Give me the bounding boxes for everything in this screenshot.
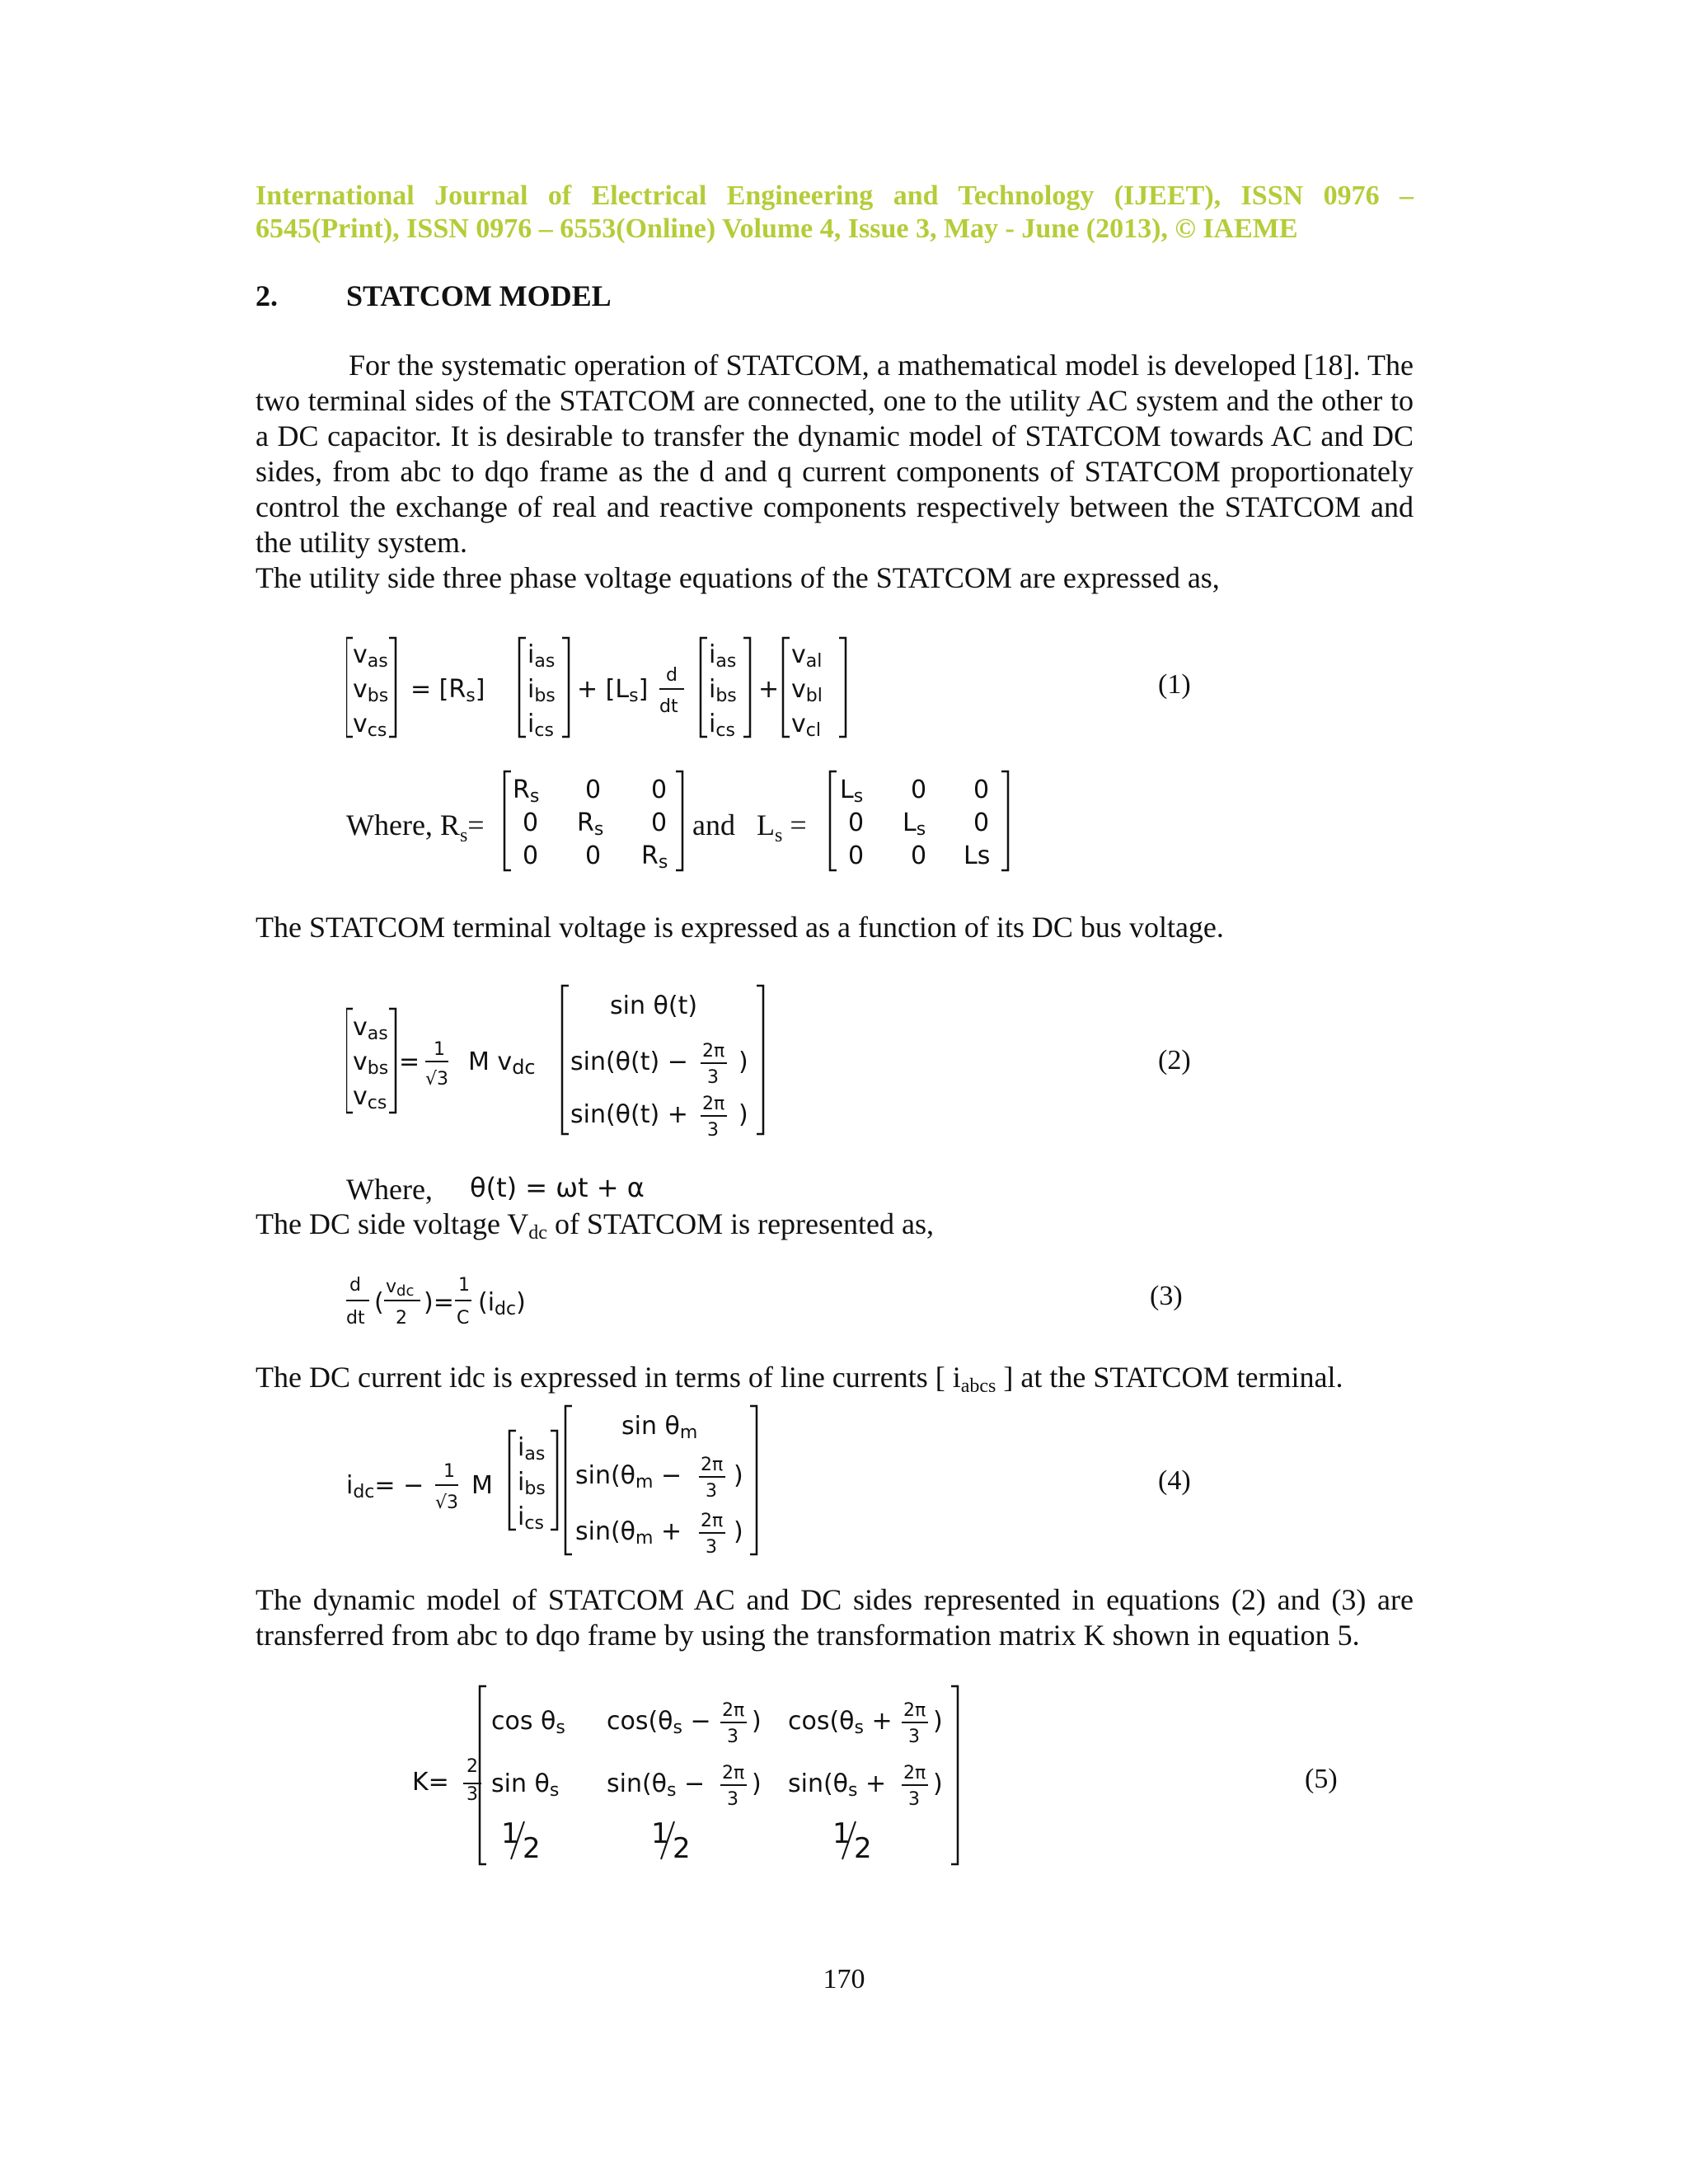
svg-text:): ) [738,1100,748,1129]
svg-text:2π: 2π [702,1041,725,1062]
theta-expression: θ(t) = ωt + α [470,1172,645,1203]
svg-text:ibs: ibs [518,1468,546,1499]
svg-text:sin θm: sin θm [621,1412,698,1443]
equation-5-number: (5) [1305,1764,1338,1794]
dc-current-post: ] at the STATCOM terminal. [996,1361,1343,1394]
svg-text:2: 2 [673,1832,691,1865]
svg-text:K=: K= [412,1768,449,1797]
dc-side-pre: The DC side voltage V [256,1207,529,1240]
where-rs-text: Where, R [346,808,460,841]
svg-text:1: 1 [434,1039,445,1060]
ls-label: $L_s$ = [757,808,807,846]
svg-text:sin(θs −: sin(θs − [607,1769,706,1801]
svg-text:0: 0 [848,808,865,837]
svg-text:+: + [758,675,780,704]
svg-text:Ls: Ls [840,776,864,807]
svg-text:0: 0 [651,808,668,837]
svg-text:1: 1 [832,1817,851,1850]
svg-text:Rs: Rs [577,808,604,840]
svg-text:): ) [752,1769,762,1798]
svg-text:√3: √3 [425,1069,449,1090]
equation-1 [346,635,874,742]
svg-text:sin θs: sin θs [491,1769,560,1801]
svg-text:): ) [738,1047,748,1076]
svg-text:ias: ias [528,640,556,672]
equation-5 [412,1681,973,1871]
header-line-2: 6545(Print), ISSN 0976 – 6553(Online) Volume 4, Issue 3, May - June (2013), © IAEME [256,213,1298,244]
svg-text:2π: 2π [701,1511,724,1531]
svg-text:Ls: Ls [903,808,926,840]
svg-text:0: 0 [973,776,990,804]
svg-text:2π: 2π [722,1700,745,1721]
dc-current-pre: The DC current idc is expressed in terms of line currents [ i [256,1361,961,1394]
equation-2-number: (2) [1158,1045,1191,1076]
svg-text:): ) [752,1707,762,1736]
svg-text:vcl: vcl [791,710,821,741]
svg-text:cos θs: cos θs [491,1707,565,1738]
equation-3 [346,1268,560,1333]
svg-text:sin(θm +: sin(θm + [575,1517,682,1549]
ls-matrix [828,768,1018,875]
svg-text:cos(θs +: cos(θs + [788,1707,893,1738]
svg-text:0: 0 [523,808,539,837]
section-number: 2. [256,279,278,312]
page-number: 170 [823,1964,865,1994]
svg-text:): ) [734,1517,743,1546]
svg-text:vbs: vbs [353,675,389,706]
svg-text:)=: )= [424,1288,454,1317]
svg-text:0: 0 [973,808,990,837]
svg-text:3: 3 [467,1784,478,1805]
svg-text:vas: vas [353,640,388,672]
svg-text:dt: dt [659,696,678,717]
svg-text:2π: 2π [903,1700,926,1721]
svg-text:dt: dt [346,1308,365,1329]
svg-text:2π: 2π [702,1094,725,1114]
svg-text:2: 2 [467,1756,478,1777]
svg-text:3: 3 [727,1727,738,1747]
where-theta-label: Where, [346,1173,433,1206]
svg-text:1: 1 [443,1461,455,1482]
header-line-1: International Journal of Electrical Engineering and Technology (IJEET), ISSN 0976 – [256,180,1414,211]
equation-4 [346,1401,775,1558]
svg-text:ias: ias [709,640,737,672]
svg-text:vbl: vbl [791,675,823,706]
equation-2 [346,981,775,1146]
svg-text:2π: 2π [903,1763,926,1783]
dc-side-post: of STATCOM is represented as, [546,1207,934,1240]
svg-text:vcs: vcs [353,710,387,741]
intro-text: For the systematic operation of STATCOM, a mathematical model is developed [18]. The two terminal sides of the STATCOM are connected, one to the utility AC system and the other to a DC capacitor. It is desirable to transfer the dynamic model of STATCOM towards AC and DC sides, from abc to dqo frame as the d and q current components of STATCOM proportionately control the exchange of real and reactive components respectively between the STATCOM and the utility system. [256,349,1414,559]
svg-text:2: 2 [396,1308,407,1329]
svg-text:2π: 2π [701,1455,724,1475]
rs-matrix [503,768,692,875]
svg-text:idc= −: idc= − [346,1471,424,1502]
svg-text:vbs: vbs [353,1047,389,1079]
svg-text:sin(θ(t) +: sin(θ(t) + [570,1100,688,1129]
svg-text:C: C [457,1308,470,1329]
svg-text:Ls: Ls [964,841,991,870]
svg-text:1: 1 [501,1817,519,1850]
intro-paragraph [256,348,1414,560]
svg-text:3: 3 [706,1481,717,1502]
where-rs-label: Where, $R_s=$ [346,808,485,846]
svg-text:cos(θs −: cos(θs − [607,1707,711,1738]
svg-text:= [Rs]: = [Rs] [410,675,485,706]
svg-text:ibs: ibs [709,675,737,706]
svg-text:+ [Ls]: + [Ls] [577,675,649,706]
svg-text:2: 2 [854,1832,872,1865]
svg-text:1: 1 [651,1817,669,1850]
section-title: STATCOM MODEL [346,279,612,312]
journal-header [256,180,1414,246]
svg-text:d: d [349,1275,361,1296]
dc-side-sub: dc [528,1222,547,1244]
svg-text:M vdc: M vdc [468,1047,536,1079]
svg-text:d: d [666,665,678,686]
svg-text:ics: ics [518,1502,544,1534]
equation-1-number: (1) [1158,669,1191,700]
dc-current-sentence [256,1360,1343,1397]
svg-text:vas: vas [353,1013,388,1044]
svg-text:ics: ics [709,710,735,741]
svg-text:ics: ics [528,710,554,741]
svg-text:2π: 2π [722,1763,745,1783]
svg-text:): ) [933,1707,943,1736]
svg-text:0: 0 [911,841,927,870]
svg-text:val: val [791,640,823,672]
equation-3-number: (3) [1150,1281,1183,1311]
svg-text:0: 0 [585,841,602,870]
svg-text:Rs: Rs [513,776,540,807]
svg-text:vdc: vdc [386,1277,415,1300]
equation-4-number: (4) [1158,1465,1191,1496]
svg-text:3: 3 [706,1537,717,1558]
svg-text:0: 0 [911,776,927,804]
dynamic-paragraph: The dynamic model of STATCOM AC and DC sides represented in equations (2) and (3) are transferred from abc to dqo frame by using the transformation matrix K shown in equation 5. [256,1583,1414,1652]
and-word: and [692,808,735,841]
svg-text:=: = [399,1047,420,1076]
svg-text:1: 1 [458,1275,470,1296]
svg-text:0: 0 [848,841,865,870]
svg-text:3: 3 [908,1789,920,1810]
utility-sentence: The utility side three phase voltage equations of the STATCOM are expressed as, [256,561,1220,594]
svg-text:ias: ias [518,1433,546,1465]
svg-text:0: 0 [523,841,539,870]
svg-text:2: 2 [523,1832,541,1865]
dc-current-sub: abcs [960,1376,996,1397]
svg-text:M: M [471,1471,493,1500]
svg-text:3: 3 [727,1789,738,1810]
svg-text:3: 3 [707,1120,719,1141]
svg-text:3: 3 [707,1067,719,1088]
svg-text:sin(θs +: sin(θs + [788,1769,887,1801]
dc-side-sentence [256,1207,934,1244]
svg-text:): ) [734,1461,743,1490]
svg-text:√3: √3 [435,1493,459,1513]
svg-text:sin(θm −: sin(θm − [575,1461,682,1493]
svg-text:sin(θ(t) −: sin(θ(t) − [570,1047,688,1076]
svg-text:ibs: ibs [528,675,556,706]
svg-text:(: ( [374,1288,384,1317]
svg-text:Rs: Rs [641,841,668,873]
svg-text:0: 0 [651,776,668,804]
svg-text:(idc): (idc) [478,1288,526,1319]
terminal-sentence: The STATCOM terminal voltage is expressed as a function of its DC bus voltage. [256,911,1224,944]
svg-text:0: 0 [585,776,602,804]
svg-text:): ) [933,1769,943,1798]
svg-text:vcs: vcs [353,1082,387,1113]
svg-text:3: 3 [908,1727,920,1747]
svg-text:sin θ(t): sin θ(t) [610,991,698,1020]
